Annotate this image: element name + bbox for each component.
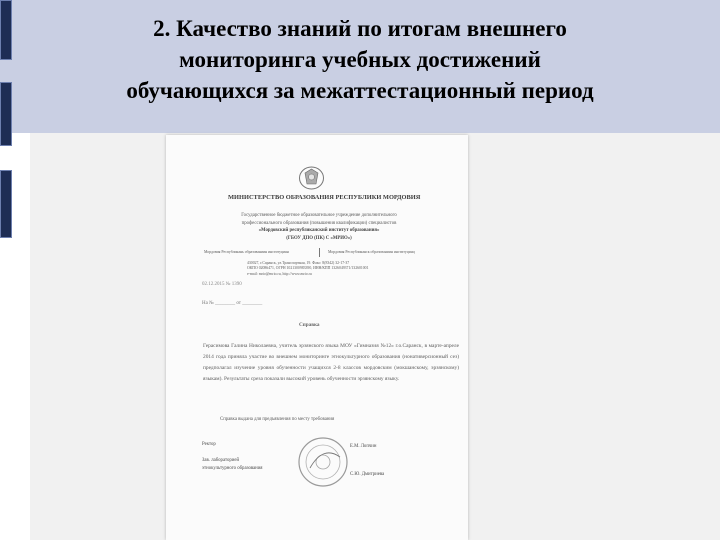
org-line: «Мордовский республиканский институт образования» [258, 228, 380, 234]
organization-name [210, 212, 428, 242]
title-line: 2. Качество знаний по итогам внешнего [153, 16, 567, 41]
org-line: профессионального образования (повышения квалификации) специалистов [241, 220, 397, 226]
address-line: ОКПО 02086471, ОГРН 1021300983390, ИНН/КПП 1326049371/132601001 [247, 266, 369, 271]
issued-note: Справка выдана для предъявления по месту требования [220, 417, 335, 422]
org-line: Государственное бюджетное образовательное учреждение дополнительного [241, 213, 397, 218]
stamp-seal-icon [296, 435, 350, 489]
ministry-name: МИНИСТЕРСТВО ОБРАЗОВАНИЯ РЕСПУБЛИКИ МОРДОВИЯ [228, 194, 421, 201]
address-line: 430027, г.Саранск, ул.Транспортная, 19. Факс: 8(8342) 32-17-37 [247, 261, 350, 265]
address-line: e-mail: mrio@mrio.ru, http://www.mrio.ru [247, 271, 312, 276]
header-right-text: Мордовия Республиканск образованиин институцияц [328, 250, 415, 254]
slide-title [30, 13, 690, 106]
title-line: обучающихся за межаттестационный период [126, 78, 594, 103]
certificate-text: Герасимова Галина Николаевна, учитель эрзянского языка МОУ «Гимназия №12» г.о.Саранск, в марте-апреле 2014 года приняла участие во внешнем мониторинге этнокультурного образования (нонативерсионный сез) предполагал изучение уровня обученности учащихся 2-8 классов мордовским (мокшанскому, эрзянскому) языкам). Результаты среза показали высокий уровень обученности эрзянскому языку. [203, 343, 459, 382]
scanned-certificate [166, 135, 468, 540]
address-block [247, 261, 368, 277]
signatory-names [350, 445, 384, 485]
coat-of-arms-icon [295, 164, 328, 191]
divider [319, 248, 320, 257]
document-heading: Справка [299, 322, 320, 328]
decorative-marker [0, 82, 12, 146]
signatory-name: С.Ю. Дмитриева [350, 472, 385, 477]
document-number: На № ________ от ________ [202, 301, 263, 306]
signatory-title: Зав. лабораторией [202, 458, 240, 463]
decorative-marker [0, 0, 12, 60]
header-left-text: Мордовия Республикань образованиин институциян [204, 250, 289, 254]
signatory-title: этнокультурного образования [202, 466, 263, 471]
decorative-marker [0, 170, 12, 238]
title-line: мониторинга учебных достижений [179, 47, 541, 72]
signatory-title: Ректор [202, 442, 216, 447]
signatory-titles [202, 437, 263, 473]
org-line: (ГБОУ ДПО (ПК) С «МРИО») [286, 235, 352, 241]
signatory-name: Е.М. Лопчин [350, 444, 377, 449]
document-date: 02.12.2015 № 1390 [202, 282, 242, 287]
